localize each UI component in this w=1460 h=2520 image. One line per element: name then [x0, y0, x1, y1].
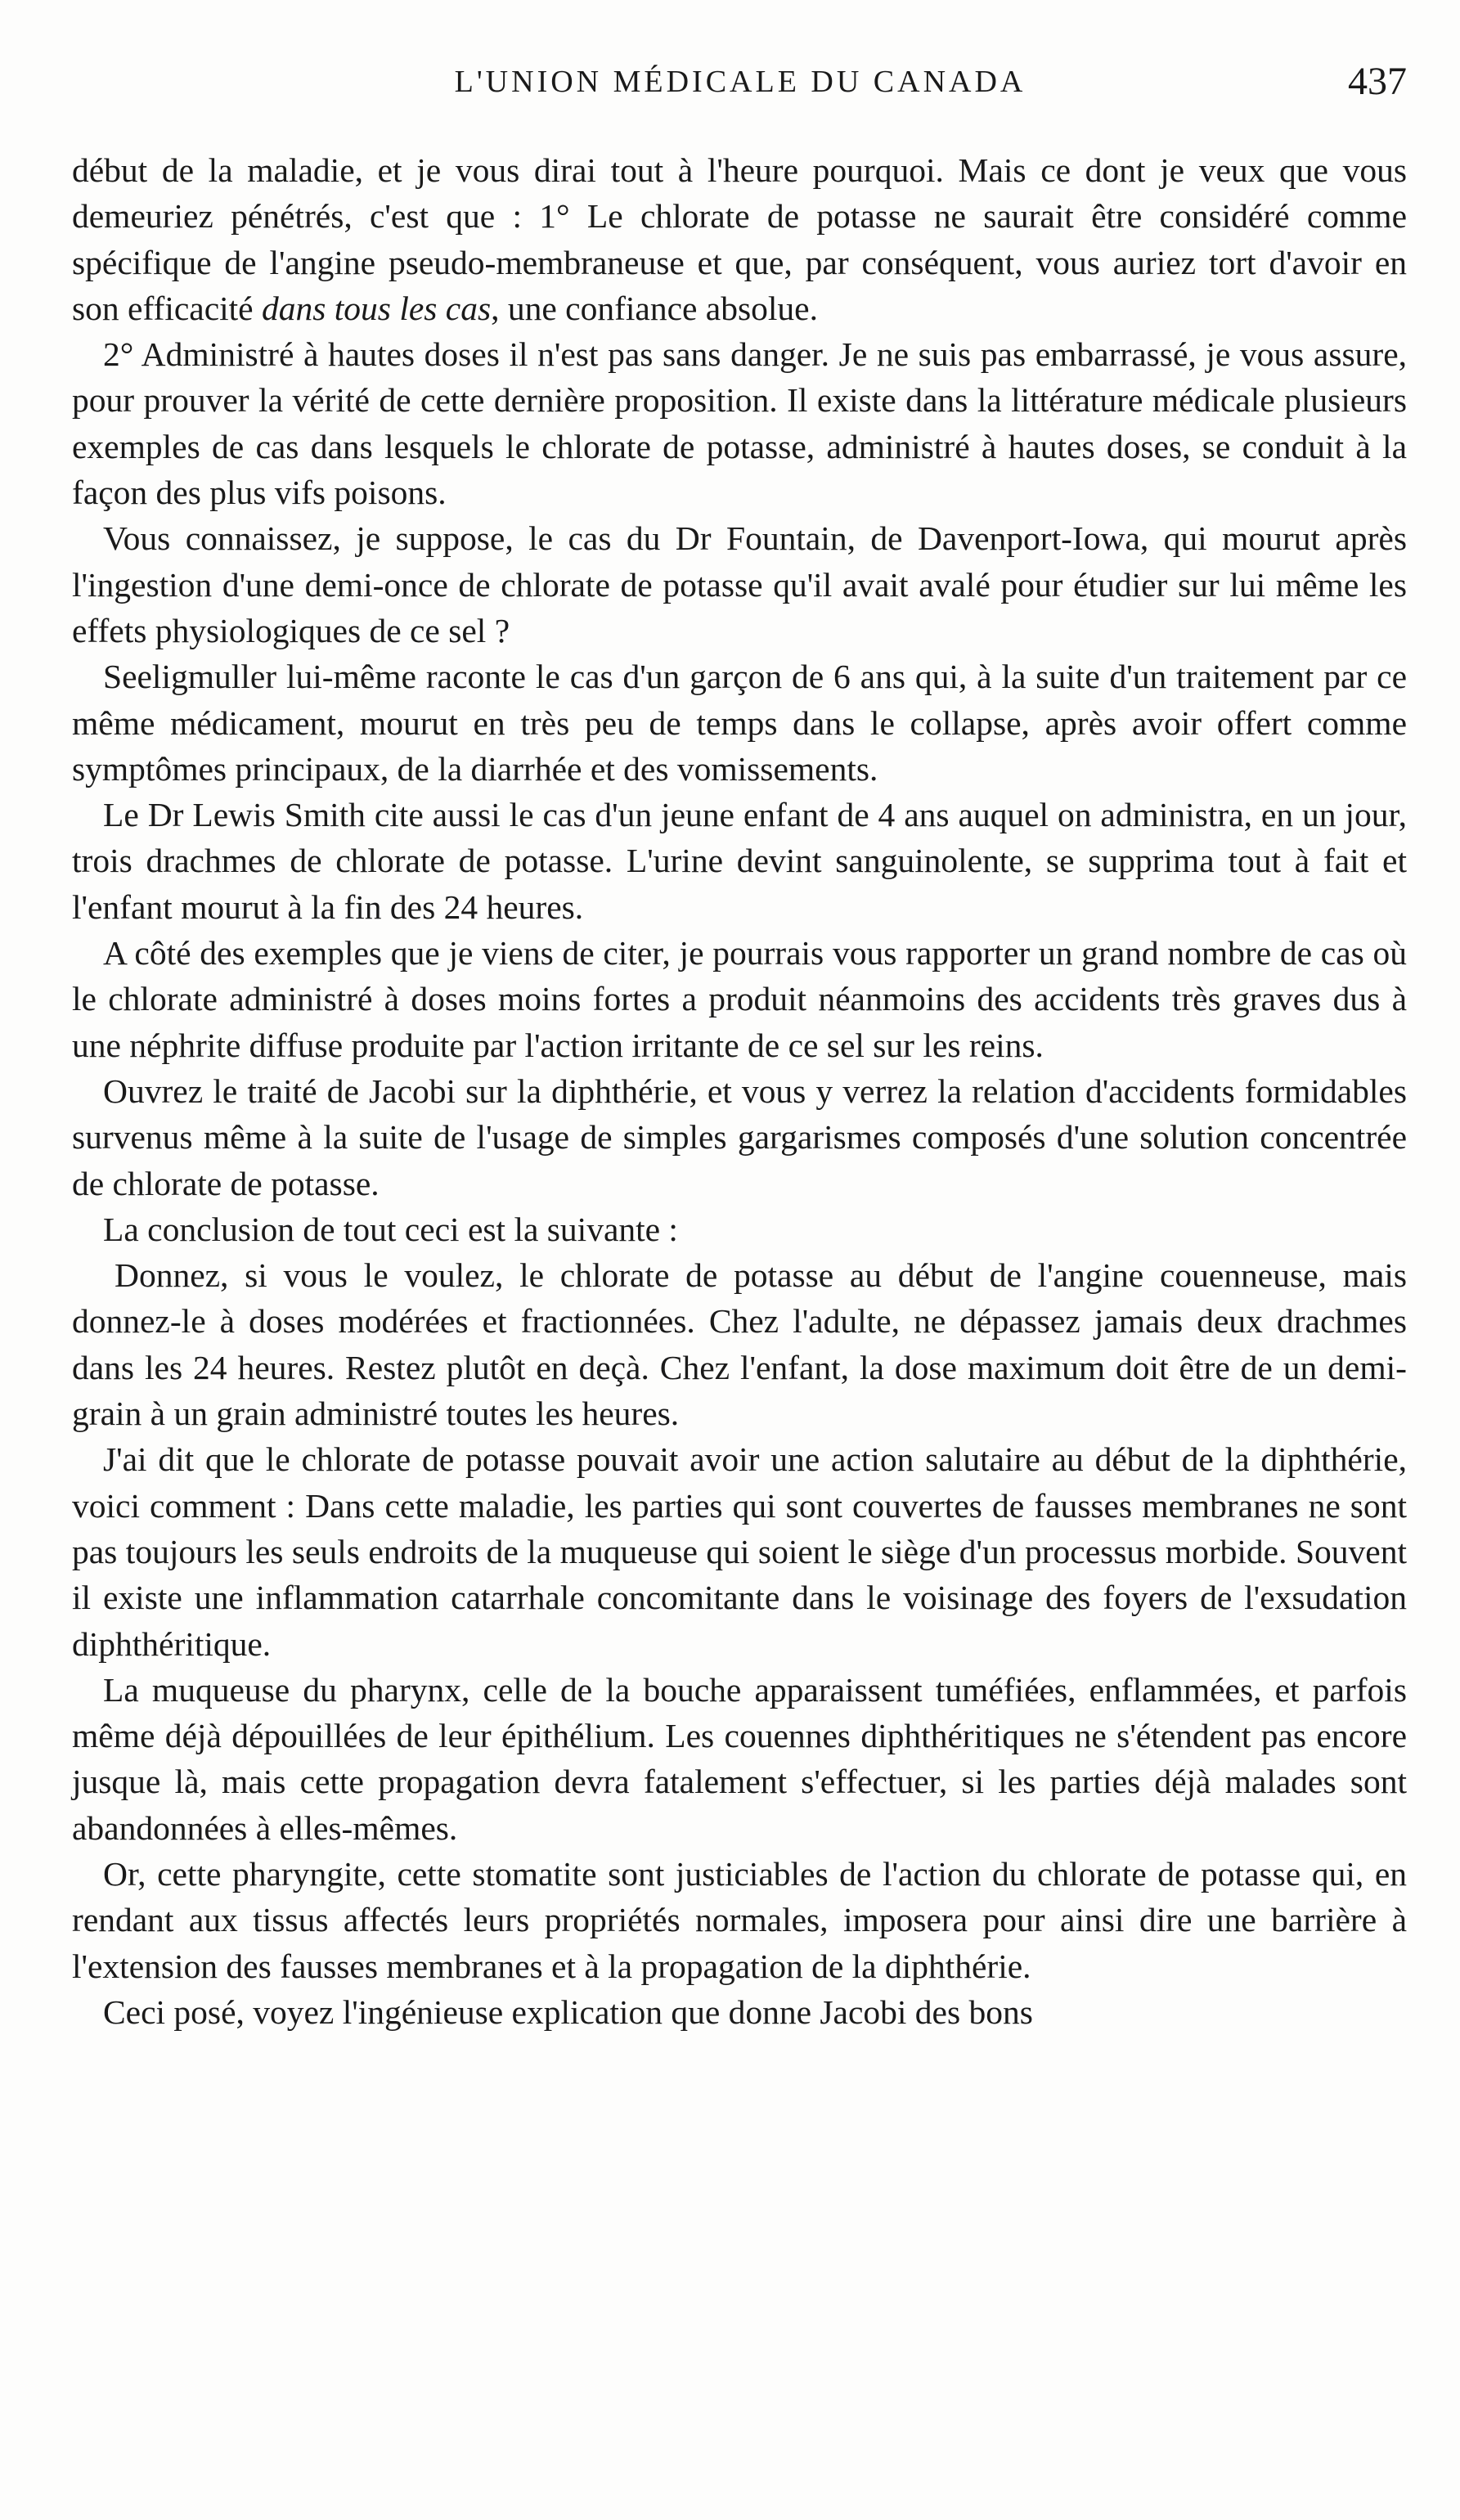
paragraph: Seeligmuller lui-même raconte le cas d'un garçon de 6 ans qui, à la suite d'un traitement par ce même médicament, mourut en très peu de temps dans le collapse, après avoir offert comme symptômes principaux, de la diarrhée et des vomissements. [72, 658, 1407, 788]
paragraph-text: début de la maladie, et je vous dirai tout à l'heure pourquoi. Mais ce dont je veux que vous demeuriez pénétrés, c'est que : 1° Le chlorate de potasse ne saurait être considéré comme spécifique de l'angine pseudo-membraneuse et que, par conséquent, vous auriez tort d'avoir en son efficacité [72, 151, 1407, 327]
paragraph: 2° Administré à hautes doses il n'est pas sans danger. Je ne suis pas embarrassé, je vous assure, pour prouver la vérité de cette dernière proposition. Il existe dans la littérature médicale plusieurs exemples de cas dans lesquels le chlorate de potasse, administré à hautes doses, se conduit à la façon des plus vifs poisons. [72, 335, 1407, 512]
paragraph: A côté des exemples que je viens de citer, je pourrais vous rapporter un grand nombre de cas où le chlorate administré à doses moins fortes a produit néanmoins des accidents très graves dus à une néphrite diffuse produite par l'action irritante de ce sel sur les reins. [72, 934, 1407, 1064]
body-text [72, 147, 1407, 2035]
page-number: 437 [1348, 60, 1407, 103]
paragraph: Donnez, si vous le voulez, le chlorate de potasse au début de l'angine couenneuse, mais donnez-le à doses modérées et fractionnées. Chez l'adulte, ne dépassez jamais deux drachmes dans les 24 heures. Restez plutôt en deçà. Chez l'enfant, la dose maximum doit être de un demi-grain à un grain administré toutes les heures. [72, 1256, 1407, 1433]
paragraph: J'ai dit que le chlorate de potasse pouvait avoir une action salutaire au début de la diphthérie, voici comment : Dans cette maladie, les parties qui sont couvertes de fausses membranes ne sont pas toujours les seuls endroits de la muqueuse qui soient le siège d'un processus morbide. Souvent il existe une inflammation catarrhale concomitante dans le voisinage des foyers de l'exsudation diphthéritique. [72, 1440, 1407, 1663]
paragraph-text: , une confiance absolue. [491, 289, 818, 327]
paragraph: Ceci posé, voyez l'ingénieuse explication que donne Jacobi des bons [103, 1992, 1033, 2031]
running-header [74, 60, 1407, 113]
paragraph: La conclusion de tout ceci est la suivante : [103, 1210, 678, 1248]
italic-emphasis: dans tous les cas [261, 289, 492, 327]
paragraph: La muqueuse du pharynx, celle de la bouche apparaissent tuméfiées, enflammées, et parfois même déjà dépouillées de leur épithélium. Les couennes diphthéritiques ne s'étendent pas encore jusque là, mais cette propagation devra fatalement s'effectuer, si les parties déjà malades sont abandonnées à elles-mêmes. [72, 1670, 1407, 1847]
paragraph: Ouvrez le traité de Jacobi sur la diphthérie, et vous y verrez la relation d'accidents formidables survenus même à la suite de l'usage de simples gargarismes composés d'une solution concentrée de chlorate de potasse. [72, 1071, 1407, 1202]
paragraph: Or, cette pharyngite, cette stomatite sont justiciables de l'action du chlorate de potasse qui, en rendant aux tissus affectés leurs propriétés normales, imposera pour ainsi dire une barrière à l'extension des fausses membranes et à la propagation de la diphthérie. [72, 1854, 1407, 1985]
paragraph: Le Dr Lewis Smith cite aussi le cas d'un jeune enfant de 4 ans auquel on administra, en un jour, trois drachmes de chlorate de potasse. L'urine devint sanguinolente, se supprima tout à fait et l'enfant mourut à la fin des 24 heures. [72, 796, 1407, 926]
paragraph: Vous connaissez, je suppose, le cas du Dr Fountain, de Davenport-Iowa, qui mourut après l'ingestion d'une demi-once de chlorate de potasse qu'il avait avalé pour étudier sur lui même les effets physiologiques de ce sel ? [72, 519, 1407, 649]
journal-title: L'UNION MÉDICALE DU CANADA [454, 65, 1026, 99]
paragraph [72, 147, 1407, 331]
